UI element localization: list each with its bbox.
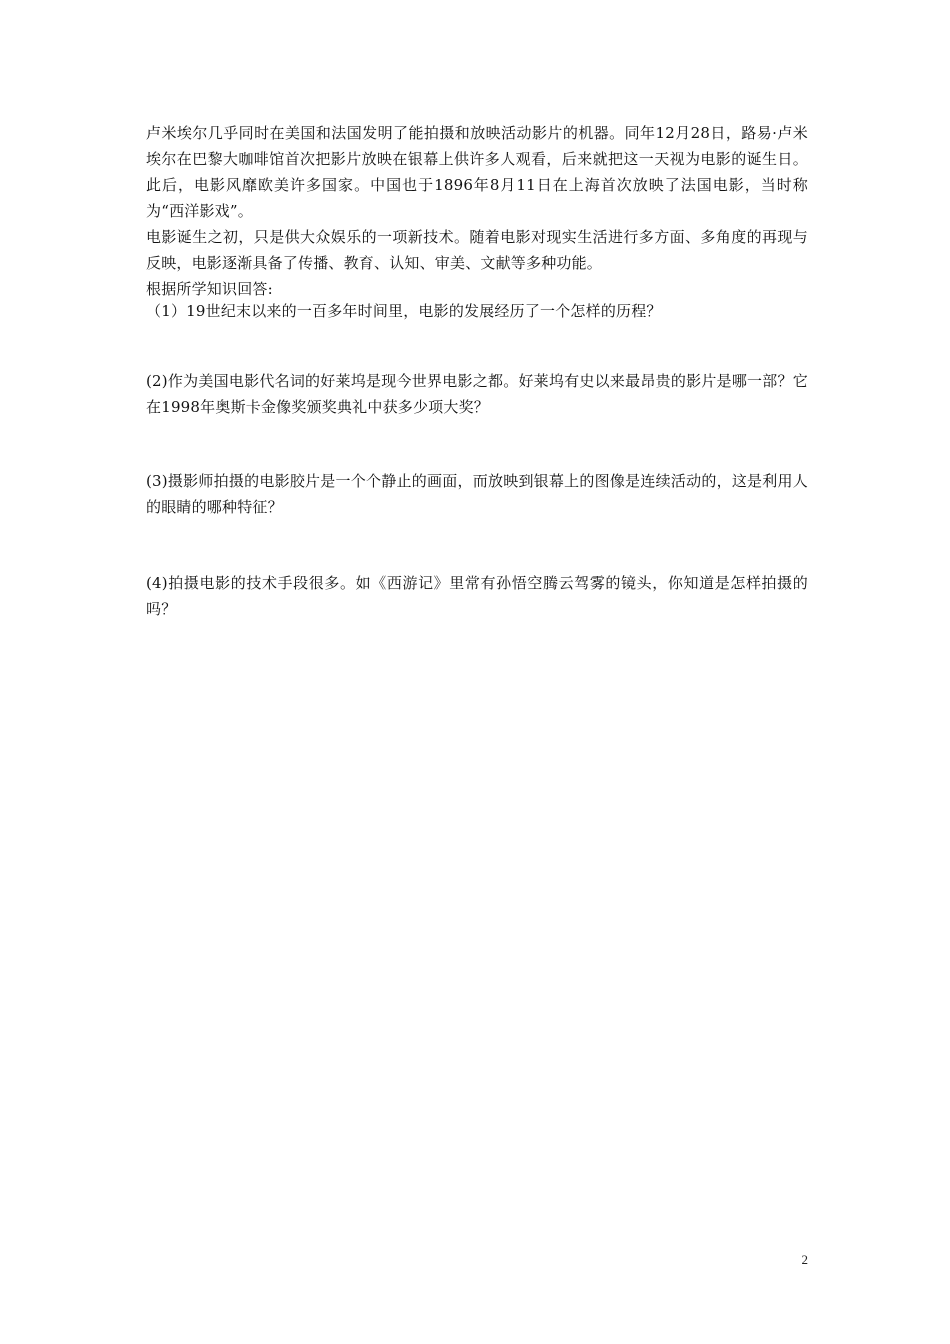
question-1: （1）19世纪末以来的一百多年时间里，电影的发展经历了一个怎样的历程？ xyxy=(146,302,662,320)
intro-paragraph-1: 卢米埃尔几乎同时在美国和法国发明了能拍摄和放映活动影片的机器。同年12月28日，路易·卢米埃尔在巴黎大咖啡馆首次把影片放映在银幕上供许多人观看，后来就把这一天视为电影的诞生日。此后，电影风靡欧美许多国家。中国也于1896年8月11日在上海首次放映了法国电影，当时称为“西洋影戏”。 xyxy=(146,124,808,220)
question-4: (4)拍摄电影的技术手段很多。如《西游记》里常有孙悟空腾云驾雾的镜头，你知道是怎样拍摄的吗？ xyxy=(146,574,808,618)
page-number: 2 xyxy=(801,1252,808,1267)
question-3: (3)摄影师拍摄的电影胶片是一个个静止的画面，而放映到银幕上的图像是连续活动的，这是利用人的眼睛的哪种特征？ xyxy=(146,472,808,516)
intro-paragraph-2: 电影诞生之初，只是供大众娱乐的一项新技术。随着电影对现实生活进行多方面、多角度的再现与反映，电影逐渐具备了传播、教育、认知、审美、文献等多种功能。 xyxy=(146,228,808,272)
instruction-line: 根据所学知识回答: xyxy=(146,280,273,298)
question-2: (2)作为美国电影代名词的好莱坞是现今世界电影之都。好莱坞有史以来最昂贵的影片是哪一部？它在1998年奥斯卡金像奖颁奖典礼中获多少项大奖？ xyxy=(146,372,808,416)
intro-block xyxy=(146,120,808,302)
